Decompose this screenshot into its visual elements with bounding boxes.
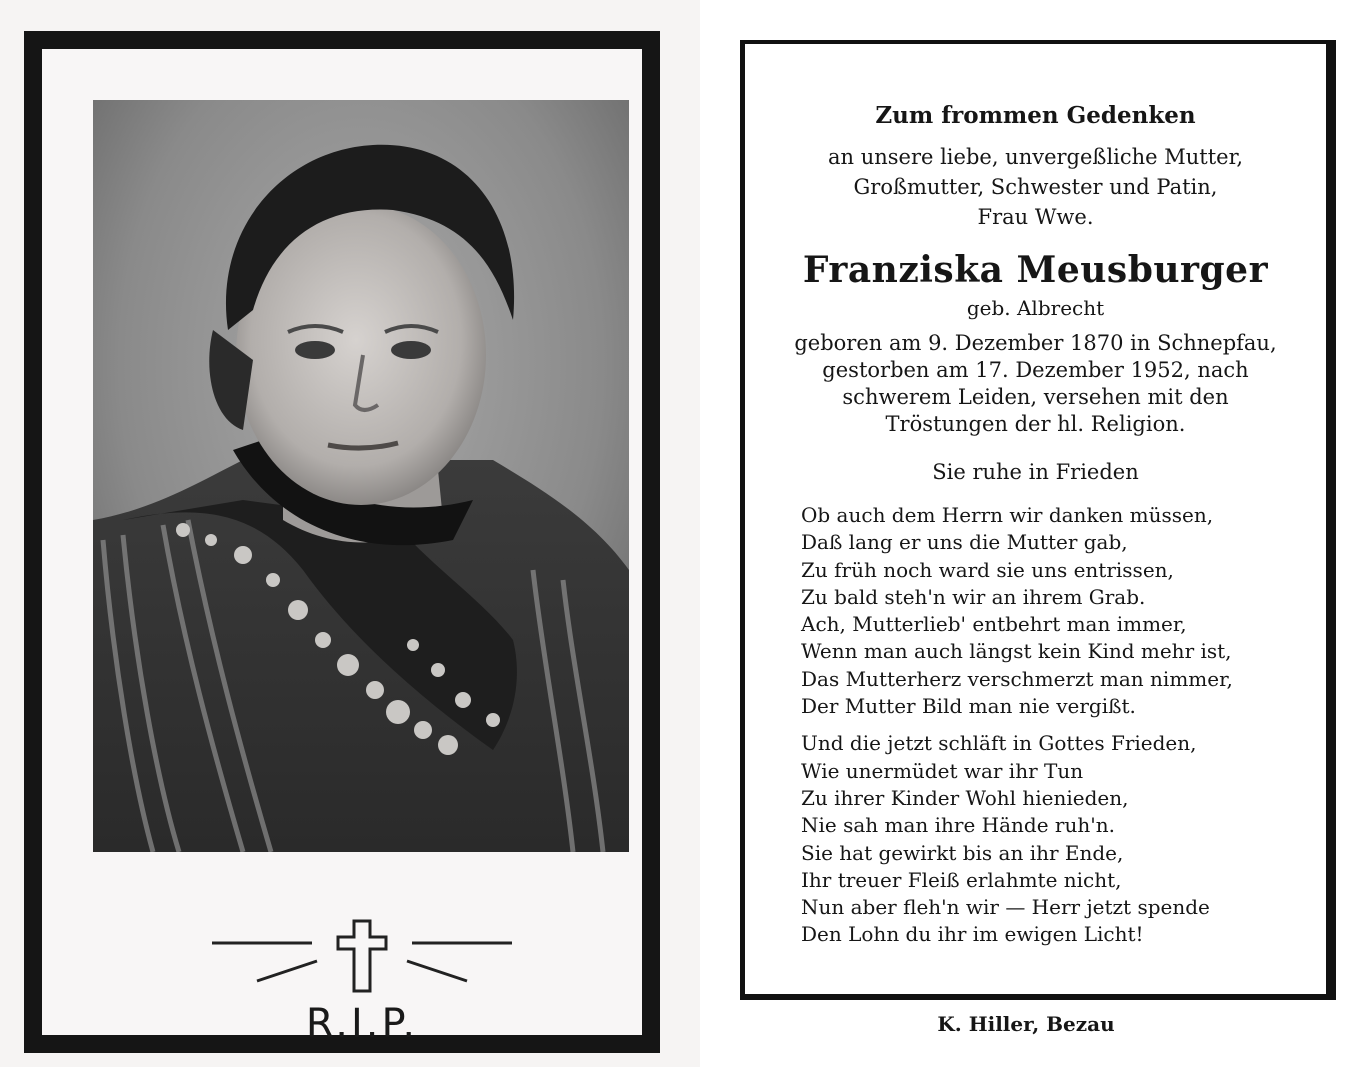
poem-line: Nun aber fleh'n wir — Herr jetzt spende <box>801 895 1210 920</box>
poem-line: Nie sah man ihre Hände ruh'n. <box>801 813 1115 838</box>
life-dates <box>745 330 1326 438</box>
dedication-line: an unsere liebe, unvergeßliche Mutter, <box>827 145 1244 169</box>
life-line: gestorben am 17. Dezember 1952, nach <box>822 358 1249 382</box>
poem-stanza-1 <box>801 502 1326 720</box>
obituary-text <box>745 102 1326 949</box>
poem-line: Das Mutterherz verschmerzt man nimmer, <box>801 666 1233 691</box>
dedication-line: Großmutter, Schwester und Patin, <box>853 175 1218 199</box>
poem-line: Sie hat gewirkt bis an ihr Ende, <box>801 840 1124 865</box>
deceased-name: Franziska Meusburger <box>802 249 1269 291</box>
memorial-card-back <box>700 0 1352 1067</box>
poem-line: Den Lohn du ihr im ewigen Licht! <box>801 922 1144 947</box>
poem-line: Zu früh noch ward sie uns entrissen, <box>801 557 1174 582</box>
cross-icon <box>162 909 562 999</box>
rip-text: R.I.P. <box>305 1001 419 1047</box>
poem-line: Wie unermüdet war ihr Tun <box>801 758 1084 783</box>
poem-line: Ob auch dem Herrn wir danken müssen, <box>801 503 1214 527</box>
maiden-name: geb. Albrecht <box>966 296 1105 320</box>
memorial-poem <box>801 502 1326 949</box>
life-line: Tröstungen der hl. Religion. <box>885 412 1186 436</box>
poem-line: Wenn man auch längst kein Kind mehr ist, <box>801 639 1232 664</box>
dedication-line: Frau Wwe. <box>977 205 1094 229</box>
poem-line: Zu bald steh'n wir an ihrem Grab. <box>801 584 1146 609</box>
poem-line: Daß lang er uns die Mutter gab, <box>801 530 1128 555</box>
text-border <box>740 40 1336 1000</box>
memorial-heading: Zum frommen Gedenken <box>875 102 1196 129</box>
mourning-border <box>24 31 660 1053</box>
rest-in-peace-line: Sie ruhe in Frieden <box>932 460 1139 484</box>
rip-emblem <box>162 909 562 1049</box>
printer-credit: K. Hiller, Bezau <box>937 1012 1115 1036</box>
portrait-photo <box>93 100 629 852</box>
poem-line: Zu ihrer Kinder Wohl hienieden, <box>801 785 1129 810</box>
portrait-illustration <box>93 100 629 852</box>
poem-line: Und die jetzt schläft in Gottes Frieden, <box>801 731 1197 756</box>
life-line: schwerem Leiden, versehen mit den <box>842 385 1229 409</box>
poem-stanza-2 <box>801 730 1326 948</box>
poem-line: Ihr treuer Fleiß erlahmte nicht, <box>801 867 1122 892</box>
life-line: geboren am 9. Dezember 1870 in Schnepfau, <box>794 331 1277 355</box>
poem-line: Ach, Mutterlieb' entbehrt man immer, <box>801 612 1187 637</box>
poem-line: Der Mutter Bild man nie vergißt. <box>801 694 1136 719</box>
dedication <box>745 142 1326 232</box>
